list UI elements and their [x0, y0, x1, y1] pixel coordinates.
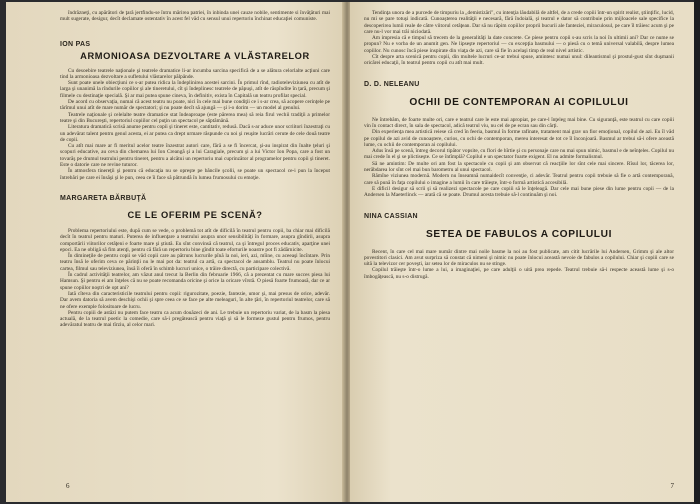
- article-author: NINA CASSIAN: [364, 212, 418, 220]
- book-spread: [6, 2, 694, 502]
- article-paragraph: În cadrul activităţii teatrelor, am văzut anul trecut la Berlin din februarie 1966, că a prezentat cu mare succes piesa lui Hamsun. Şi pentru ei am înţeles că nu se poate recomanda oricine şi orice la oricare vîrstă. O piesă foarte frumoasă, dar ce ar spune copiilor noştri de opt ani?: [60, 272, 330, 291]
- article-paragraph: Cu atît mai mare ar fi meritul acelor teatre înzestrat autori care, fără a se fi încercat, şi-au inspirat din înalte ţeluri şi scopuri educative, au ceva din chemarea lui Ion Creangă şi a lui Caragiale, precum şi a lui Victor Ion Popa, care a fost un tovarăş pe drumul teatrului pentru tineret, pentru a alcătui un repertoriu mai cuprinzător al programelor pentru copii şi tineret. Este o datorie care ne revine tuturor.: [60, 143, 330, 169]
- article-paragraph: Iată cîteva din caracteristicile teatrului pentru copii: rigurozitate, poezie, fantezie, umor şi, mai presus de orice, adevăr. Dar avem datoria să avem deschişi ochii şi spre ceea ce se face pe alte meleaguri, în alte ţări, în repertoriul teatrelor, care să ne ofere exemple folositoare de lucru.: [60, 290, 330, 310]
- article-paragraph: În atmosfera tinereţii şi pentru că educaţia nu se opreşte pe băncile şcolii, se poate un spectacol ce-i pun la început întrebări pe care ei însăşi şi le pun, ceea ce îi face să pătrundă în lumea frumosului cu emoţie.: [60, 168, 330, 181]
- article-title: ARMONIOASA DEZVOLTARE A VLĂSTARELOR: [80, 50, 310, 61]
- article-title: CE LE OFERIM PE SCENĂ?: [127, 209, 263, 220]
- article-paragraph: Să ne amintim: De multe ori am fost la spectacole cu copii şi am observat că reacţiile lor sînt cele mai sincere. Rîsul lor, tăcerea lor, nerăbdarea lor sînt cel mai bun barometru al unui spectacol.: [364, 160, 674, 174]
- page-number: 6: [66, 482, 70, 490]
- article-author: D. D. NELEANU: [364, 80, 420, 88]
- article-paragraph: În dimineţile de pentru copii se văd copii care au pătruns lucrurile pînă la noi, ieri, azi, mîine, cu aceeaşi încîntare. Prin teatru însă le oferim ceva ce părinţii nu le mai pot da: teatrul ca artă, ca spectacol de ansamblu. Teatrul nu poate înlocui cartea, filmul sau televiziunea, însă îi oferă în schimb lucruri unice, o trăire directă, cu participare colectivă.: [60, 253, 330, 272]
- article-paragraph: Cu desoebire teatrele naţionale şi teatrele dramatice li-ar incumba sarcina specifică de a se alătura celorlalte acţiuni care tind la armonioasa dezvoltare a sufletului vlăstarelor pălpânde.: [60, 67, 330, 80]
- intro-paragraph: îndrăzneţi, cu apărători de ţară jertfindu-se întru mărirea patriei, în inbinda unei cauze nobile, sentimente si învăţături mai mult sugerate, desigur, decît declamate ostentativ în acest fel văd cu sensul unui repertoriu închinat educaţiei comuniste.: [60, 10, 330, 23]
- article-paragraph: Din experienţa mea artistică reiese că cred în feeria, basmul în forme rafinate, tratament mai grav un fior emoţional, copilul de azi. Eu îl văd pe copilul de azi avid de cunoaştere, curios, cu ochi de contemporan, mereu interesat de tot ce îl înconjoară. Basmul ar trebui să-i ofere această lume, cu ochii de contemporan ai copilului.: [364, 129, 674, 148]
- page-number: 7: [670, 482, 674, 490]
- binding-edge: [694, 0, 700, 504]
- article-paragraph: Sunt poate unele obiecţiuni ce s-ar putea ridica la îndeplinirea acestei sarcini. În primul rînd, radioteleviziunea cu atît de larga şi unanimă la rîndurile copiilor şi ale tineretului, cît şi îndeplinesc teatrele de păpuşi, atît de răspîndite în ţară, precum şi filmele cu destinaţie specială. Şi ar mai putea spune cineva, în definitiv, exista în Capitală un teatru profilat special.: [60, 80, 330, 99]
- intro-paragraph: Am impresia că e timpul să trecem de la generalităţi la date concrete. Ce piese pentru copii s-au scris la noi în ultimii ani? Dar ce nume se propun? Nu e vorba de un anumit gen. Ne lipseşte repertoriul — cu excepţia basmului — o piesă cu o temă universal valabilă, despre lumea copiilor. Nu cunosc încă piese inspirate din viaţa de azi, care să fie în acelaşi timp de real nivel artistic.: [364, 35, 674, 54]
- article-author: MARGARETA BĂRBUŢĂ: [60, 194, 147, 202]
- right-page: [350, 2, 694, 502]
- left-page: [6, 2, 344, 502]
- article-title: OCHII DE CONTEMPORAN AI COPILULUI: [409, 96, 629, 108]
- article-paragraph: Ne întrebăm, de foarte multe ori, care e teatrul care le este mai apropiat, pe care-l înţeleg mai bine. Cu siguranţă, este teatrul cu care copiii vin în contact direct, în sala de spectacol, adică teatrul viu, nu cel de pe ecran sau din cărţi.: [364, 116, 674, 129]
- article-paragraph: Problema repertoriului este, după cum se vede, o problemă tot atît de dificilă în teatrul pentru copii, ba chiar mai dificilă decît în teatrul pentru maturi. Puterea de influenţare a teatrului asupra unor sensibilităţi în formare, asupra gîndirii, asupra comportării viitorilor cetăţeni e foarte mare şi ştiută. Eu sînt convinsă că teatrul, ca şi întregul proces educativ, aparţine unei epoci. Ea ne obligă să fim atenţi, pentru că fără un repertoriu bine gîndit toate eforturile noastre pot fi zădărnicite.: [60, 227, 330, 253]
- article-paragraph: Adus însă pe scenă, întreg decorul tipător vopsite, cu flori de hîrtie şi cu personaje care nu mai spun nimic, basmul e de neînţeles. Copilul nu mai crede în el şi se plictiseşte. Ce se întîmplă? Copilul e un spectator foarte exigent. El nu admite formalismul.: [364, 148, 674, 161]
- article-paragraph: Copilul trăieşte într-o lume a lui, a imaginaţiei, pe care adulţii o uită prea repede. Teatrul trebuie să-i respecte această lume şi s-o îmbogăţească, nu s-o distrugă.: [364, 267, 674, 280]
- article-paragraph: Literatura dramatică scrisă anume pentru copii şi tineret este, cantitativ, redusă. Dacă s-ar aduce unor scriitori înzestraţi cu un adevărat talent pentru genul acesta, ei ar putea ca drept urmare răspunde cu noi şi reuşite lucrări cerute de cele două teatre de copii.: [60, 124, 330, 143]
- article-paragraph: E dificil desigur să scrii şi să realizezi spectacole pe care copiii să le înţeleagă. Dar cele mai bune piese din lume pentru copii — de la Andersen la Maeterlinck — arată că se poate. Drumul acesta trebuie să-l continuăm şi noi.: [364, 185, 674, 199]
- article-paragraph: Pentru copiii de astăzi nu putem face teatru ca acum douăzeci de ani. Le trebuie un repertoriu variat, de la basm la piesa actuală, de la teatrul poetic la comedie, care să-i pregătească pentru viaţă şi să le formeze gustul pentru frumos, pentru adevăratul teatru de mai tîrziu, al celor mari.: [60, 309, 330, 329]
- intro-paragraph: Tendinţa unora de a purcede de timpuriu la „demistizări", cu intenţia lăudabilă de altfel, de a crede copiii într-un spirit realist, ştiinţific, lucid, nu mi se pare totuşi indicată. Cunoaşterea realităţii e necesară, fără îndoială, şi teatrul e dator să contribuie prin mijloacele sale specifice la descoperirea lumii reale de către viitorul cetăţean. Dar să nu răpim copiilor proprii bucurii ale fanteziei, miraculosul, pe care îl trăiesc acum şi pe care nu-l vor mai trăi niciodată.: [364, 10, 674, 35]
- article-author: ION PAS: [60, 40, 91, 48]
- article-paragraph: Teatrele naţionale şi celelalte teatre dramatice stat îndeaproape (este părerea mea) să reia firul vechii tradiţii a primelor teatre şi din Bucureşti, repertoriul copiilor cel puţin un spectacol pe săptămână.: [60, 111, 330, 124]
- article-paragraph: Recent, în care cel mai mare număr dintre mai noile basme la noi au fost publicate, am citit lucrările lui Andersen, Grimm şi ale altor povestitori clasici. Am avut surpriza să constat că nimeni şi nimic nu poate înlocui această nevoie de fabulos a copilului. Chiar şi copiii care se uită la televizor cer poveşti, iar setea lor de miraculos nu se stinge.: [364, 248, 674, 268]
- right-page-content: [364, 10, 674, 280]
- left-page-content: [60, 10, 330, 329]
- intro-paragraph: Cît despre arta scenică pentru copii, din multele lucruri ce-ar trebui spuse, amintesc numai unul: dileantismul şi prostul-gust sînt duşmanii oricărei educaţii, în teatrul pentru copii cu atît mai mult.: [364, 54, 674, 67]
- article-paragraph: Rămîne viziunea modernă. Modern nu înseamnă numaidecît convenţie, ci adevăr. Teatrul pentru copii trebuie să fie o artă contemporană, care să pună în faţa copilului o imagine a lumii în care trăieşte, într-o formă artistică accesibilă.: [364, 173, 674, 186]
- article-paragraph: De acord cu observaţia, numai că acest teatru nu poate, nici în cele mai bune condiţii ce i s-ar crea, să acopere cerinţele pe tărîmul unui atît de mare număr de spectatori; şi nu poate decît să ajungă — şi i-o dorim — un model al genului.: [60, 99, 330, 112]
- article-title: SETEA DE FABULOS A COPILULUI: [425, 228, 613, 240]
